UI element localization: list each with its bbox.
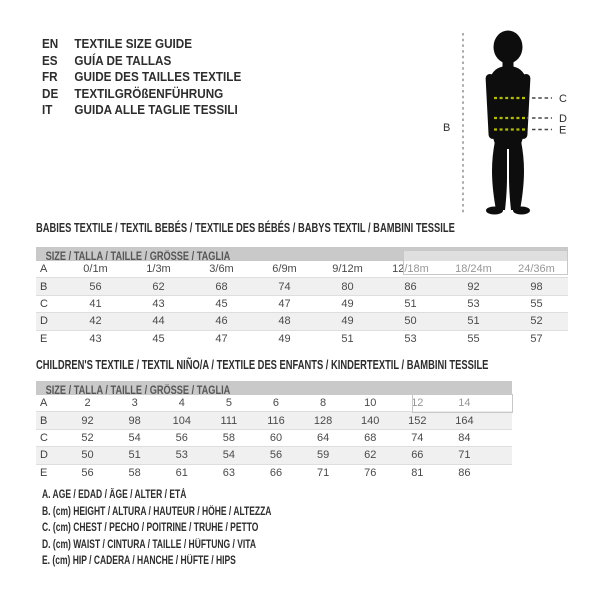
cell: 46 <box>215 315 228 328</box>
cell: 18/24m <box>455 263 492 276</box>
children-table-section <box>36 358 568 488</box>
table-row-d <box>36 447 512 464</box>
language-label: GUÍA DE TALLAS <box>74 52 172 68</box>
cell: 52 <box>81 431 94 444</box>
cell: 49 <box>278 333 291 346</box>
cell: 24/36m <box>518 263 555 276</box>
legend-item-waist: D. (cm) WAIST / CINTURA / TAILLE / HÜFTUNG / VITA <box>42 538 257 551</box>
table-row-e <box>36 465 512 482</box>
children-size-table <box>36 381 512 482</box>
cell: 68 <box>364 431 377 444</box>
cell: 3 <box>131 397 138 410</box>
cell: 8 <box>320 397 327 410</box>
cell: 58 <box>128 467 141 480</box>
measurement-legend <box>42 487 352 570</box>
row-label: A <box>40 397 48 410</box>
language-code: EN <box>42 36 59 51</box>
cell: 41 <box>89 297 102 310</box>
cell: 92 <box>81 414 94 427</box>
cell: 49 <box>341 297 354 310</box>
cell: 104 <box>172 414 191 427</box>
table-row-d <box>36 313 568 330</box>
row-label: B <box>40 414 48 427</box>
table-row-c <box>36 296 568 313</box>
row-label: A <box>40 263 48 276</box>
size-figure <box>435 13 580 218</box>
cell: 62 <box>152 280 165 293</box>
cell: 68 <box>215 280 228 293</box>
hip-label: E <box>559 124 567 137</box>
cell: 56 <box>89 280 102 293</box>
cell: 61 <box>175 467 188 480</box>
cell: 56 <box>269 449 283 462</box>
cell: 3/6m <box>209 263 234 276</box>
legend-item-age: A. AGE / EDAD / ÂGE / ALTER / ETÀ <box>42 489 187 501</box>
cell: 62 <box>364 449 377 462</box>
cell: 43 <box>152 297 165 310</box>
language-code: FR <box>42 69 58 85</box>
legend-item-height: B. (cm) HEIGHT / ALTURA / HAUTEUR / HÖHE / ALTEZZA <box>42 505 272 518</box>
cell: 43 <box>89 333 102 346</box>
size-header-text: SIZE / TALLA / TAILLE / GRÖSSE / TAGLIA <box>45 385 231 397</box>
cell: 56 <box>175 431 188 444</box>
cell: 71 <box>458 449 471 462</box>
row-label: E <box>40 467 48 480</box>
size-header-text: SIZE / TALLA / TAILLE / GRÖSSE / TAGLIA <box>45 251 231 263</box>
language-row-es <box>42 53 241 70</box>
cell: 47 <box>215 333 228 346</box>
cell: 64 <box>316 431 330 444</box>
language-row-en <box>42 36 241 53</box>
cell: 84 <box>458 431 471 444</box>
cell: 6/9m <box>272 263 297 276</box>
table-row-b <box>36 412 512 429</box>
cell: 52 <box>530 315 543 328</box>
size-figure-svg <box>435 13 580 218</box>
cell: 1/3m <box>146 263 171 276</box>
row-label: D <box>40 315 48 328</box>
cell: 60 <box>269 431 283 444</box>
table-row-e <box>36 331 568 348</box>
language-code: IT <box>42 102 53 118</box>
row-label: C <box>40 431 48 444</box>
cell: 54 <box>222 449 235 462</box>
babies-table-section <box>36 221 568 351</box>
cell: 56 <box>81 467 94 480</box>
cell: 51 <box>404 297 417 310</box>
row-label: B <box>40 280 48 293</box>
language-label: GUIDA ALLE TAGLIE TESSILI <box>74 102 238 118</box>
cell: 57 <box>530 333 543 346</box>
cell: 86 <box>458 467 471 480</box>
cell: 51 <box>341 333 354 346</box>
language-label: GUIDE DES TAILLES TEXTILE <box>74 69 242 85</box>
cell: 92 <box>467 280 480 293</box>
cell: 0/1m <box>83 263 108 276</box>
babies-size-table <box>36 247 568 348</box>
cell: 5 <box>225 397 232 410</box>
cell: 76 <box>364 467 377 480</box>
cell: 164 <box>455 414 474 427</box>
cell: 55 <box>530 297 543 310</box>
cell: 14 <box>458 397 471 410</box>
table-row-b <box>36 278 568 295</box>
legend-item-hip: E. (cm) HIP / CADERA / HANCHE / HÜFTE / HIPS <box>42 555 236 568</box>
cell: 116 <box>267 414 285 427</box>
cell: 140 <box>361 414 380 427</box>
language-list <box>42 36 241 119</box>
cell: 6 <box>272 397 280 410</box>
cell: 128 <box>313 414 333 427</box>
cell: 48 <box>278 315 291 328</box>
cell: 51 <box>128 449 141 462</box>
cell: 9/12m <box>332 263 363 276</box>
cell: 80 <box>341 280 354 293</box>
language-label: TEXTILE SIZE GUIDE <box>74 36 193 51</box>
child-silhouette <box>485 31 530 215</box>
size-header-bar <box>36 247 568 261</box>
row-label: C <box>40 297 48 310</box>
cell: 49 <box>341 315 354 328</box>
cell: 59 <box>316 449 330 462</box>
cell: 55 <box>467 333 480 346</box>
cell: 86 <box>404 280 417 293</box>
cell: 58 <box>222 431 235 444</box>
language-code: ES <box>42 52 58 68</box>
cell: 12/18m <box>392 263 429 276</box>
cell: 53 <box>175 449 188 462</box>
row-label: D <box>40 449 48 462</box>
language-label: TEXTILGRÖßENFÜHRUNG <box>74 85 224 101</box>
cell: 44 <box>152 315 165 328</box>
cell: 45 <box>215 297 228 310</box>
babies-table-title: BABIES TEXTILE / TEXTIL BEBÉS / TEXTILE DES BÉBÉS / BABYS TEXTIL / BAMBINI TESSILE <box>36 220 455 235</box>
cell: 51 <box>467 315 480 328</box>
cell: 45 <box>152 333 165 346</box>
language-row-fr <box>42 69 241 86</box>
cell: 63 <box>222 467 235 480</box>
cell: 152 <box>408 414 427 427</box>
waist-label: D <box>559 113 567 125</box>
cell: 81 <box>411 467 424 480</box>
cell: 50 <box>404 315 417 328</box>
cell: 111 <box>220 414 238 427</box>
size-header-bar <box>36 381 512 395</box>
cell: 74 <box>278 280 291 293</box>
language-row-it <box>42 102 241 119</box>
cell: 50 <box>81 449 94 462</box>
cell: 10 <box>364 397 377 410</box>
cell: 66 <box>269 467 283 480</box>
language-row-de <box>42 86 241 103</box>
cell: 54 <box>128 431 141 444</box>
legend-item-chest: C. (cm) CHEST / PECHO / POITRINE / TRUHE / PETTO <box>42 522 259 535</box>
cell: 2 <box>84 397 91 410</box>
cell: 53 <box>467 297 480 310</box>
cell: 98 <box>530 280 543 293</box>
table-row-c <box>36 430 512 447</box>
cell: 42 <box>89 315 102 328</box>
chest-label: C <box>559 93 567 105</box>
cell: 74 <box>411 431 424 444</box>
children-table-title: CHILDREN'S TEXTILE / TEXTIL NIÑO/A / TEXTILE DES ENFANTS / KINDERTEXTIL / BAMBINI TESSILE <box>36 357 489 372</box>
cell: 71 <box>316 467 330 480</box>
cell: 47 <box>278 297 291 310</box>
language-code: DE <box>42 85 59 101</box>
cell: 98 <box>128 414 141 427</box>
cell: 12 <box>411 397 424 410</box>
cell: 66 <box>411 449 424 462</box>
height-label: B <box>443 122 451 134</box>
cell: 53 <box>404 333 417 346</box>
row-label: E <box>40 333 48 346</box>
cell: 4 <box>178 397 185 410</box>
